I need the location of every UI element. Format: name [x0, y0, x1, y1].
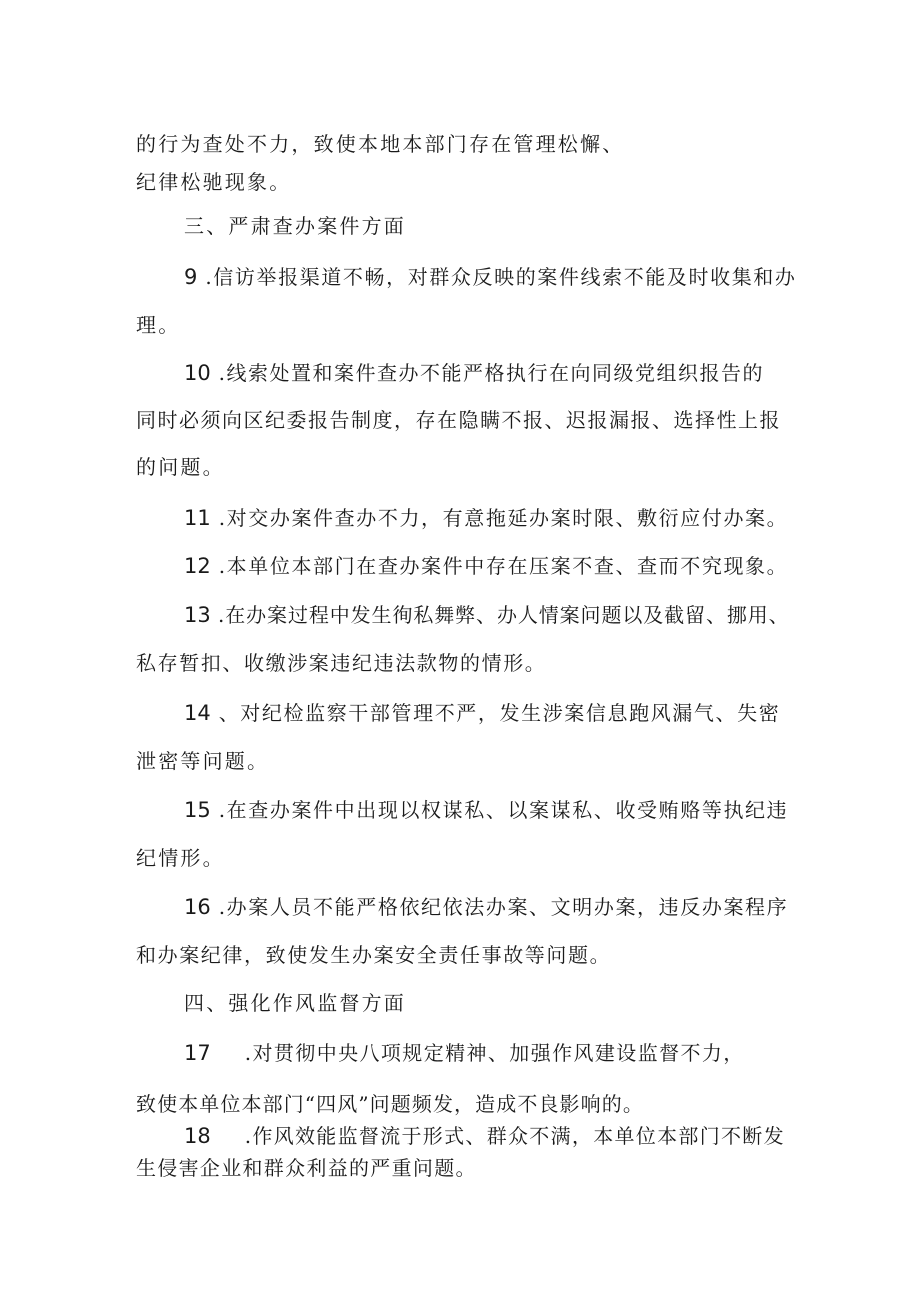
- text-line: 泄密等问题。: [136, 749, 270, 773]
- list-item: [184, 1124, 785, 1148]
- text-line: 纪情形。: [136, 846, 225, 870]
- item-number: 16: [184, 895, 211, 919]
- list-item: [184, 701, 780, 725]
- text-line: 和办案纪律，致使发生办案安全责任事故等问题。: [136, 943, 612, 967]
- section-heading: 四、强化作风监督方面: [184, 991, 406, 1015]
- text-line: 同时必须向区纪委报告制度，存在隐瞒不报、迟报漏报、选择性上报: [136, 408, 781, 432]
- list-item: [184, 506, 788, 530]
- item-number: 15: [184, 798, 211, 822]
- item-text: .对贯彻中央八项规定精神、加强作风建设监督不力，: [244, 1041, 745, 1065]
- item-text: .对交办案件查办不力，有意拖延办案时限、敷衍应付办案。: [218, 506, 789, 530]
- list-item: [184, 265, 797, 289]
- text-line: 的行为查处不力，致使本地本部门存在管理松懈、: [136, 132, 625, 156]
- item-text: .信访举报渠道不畅，对群众反映的案件线索不能及时收集和办: [205, 265, 797, 289]
- item-number: 18: [184, 1124, 211, 1148]
- item-text: .线索处置和案件查办不能严格执行在向同级党组织报告的: [218, 361, 764, 385]
- item-text: 、对纪检监察干部管理不严，发生涉案信息跑风漏气、失密: [218, 701, 781, 725]
- item-number: 11: [184, 506, 211, 530]
- item-number: 12: [184, 554, 211, 578]
- list-item: [184, 1041, 745, 1065]
- item-number: 10: [184, 361, 211, 385]
- list-item: [184, 603, 790, 627]
- section-heading: 三、严肃查办案件方面: [184, 214, 406, 238]
- text-line: 理。: [136, 313, 181, 337]
- item-number: 9: [184, 265, 198, 289]
- item-text: .在办案过程中发生徇私舞弊、办人情案问题以及截留、挪用、: [218, 603, 790, 627]
- text-line: 私存暂扣、收缴涉案违纪违法款物的情形。: [136, 651, 547, 675]
- item-number: 13: [184, 603, 211, 627]
- item-text: .作风效能监督流于形式、群众不满，本单位本部门不断发: [244, 1124, 785, 1148]
- list-item: [184, 798, 788, 822]
- item-number: 14: [184, 701, 211, 725]
- item-text: .本单位本部门在查办案件中存在压案不查、查而不究现象。: [218, 554, 789, 578]
- text-line: 致使本单位本部门“四风”问题频发，造成不良影响的。: [136, 1092, 644, 1116]
- item-number: 17: [184, 1041, 211, 1065]
- list-item: [184, 554, 788, 578]
- item-text: .办案人员不能严格依纪依法办案、文明办案，违反办案程序: [218, 895, 789, 919]
- list-item: [184, 895, 788, 919]
- item-text: .在查办案件中出现以权谋私、以案谋私、收受贿赂等执纪违: [218, 798, 789, 822]
- text-line: 的问题。: [136, 455, 225, 479]
- text-line: 纪律松驰现象。: [136, 170, 292, 194]
- text-line: 生侵害企业和群众利益的严重问题。: [136, 1156, 477, 1180]
- list-item: [184, 361, 764, 385]
